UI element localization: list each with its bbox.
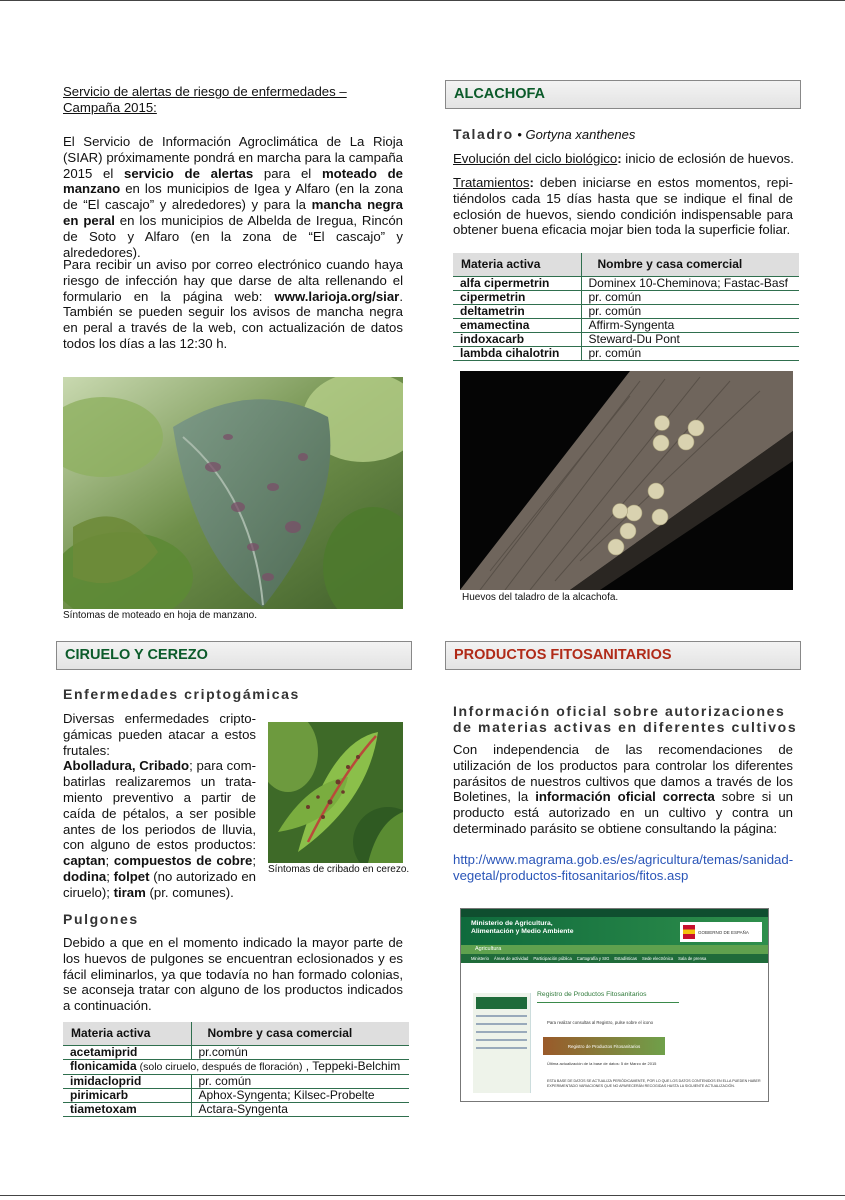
cherry-leaf-caption: Síntomas de cribado en cerezo.	[268, 864, 410, 875]
gov-logo	[680, 922, 762, 942]
active-ingredient: acetamiprid	[63, 1045, 191, 1059]
nav-item[interactable]: Áreas de actividad	[493, 956, 529, 961]
column-header: Materia activa	[63, 1022, 191, 1045]
text-run: El Servicio de Información Agroclimática de La Rioja (SIAR) próximamente pondrá en marcha para la campaña 2015 el	[63, 134, 403, 181]
nav-item[interactable]: Cartografía y SIG	[576, 956, 610, 961]
apple-leaf-photo	[63, 377, 403, 609]
text-run: (pr. comunes).	[145, 884, 234, 900]
site-banner	[461, 917, 768, 945]
text-run: ;	[252, 853, 256, 869]
product-name: pr.común	[191, 1045, 409, 1059]
site-sidebar	[473, 993, 531, 1093]
active-ingredient: pirimicarb	[63, 1088, 191, 1102]
active-ingredient: alfa cipermetrin	[453, 276, 581, 290]
alert-title: Servicio de alertas de riesgo de enfermedades – Campaña 2015:	[63, 84, 347, 115]
text-run: ; para combatirlas realizaremos un tratamiento preventivo a partir de caída de pétalos, a ser posible antes de los periodos de lluvia, con alguno de estos productos:	[63, 758, 256, 853]
tratamientos-paragraph	[453, 175, 793, 238]
website-screenshot	[460, 908, 769, 1102]
taladro-heading	[453, 126, 635, 142]
nav-item[interactable]: Participación pública	[533, 956, 572, 961]
pulgones-paragraph: Debido a que en el momento indicado la mayor parte de los huevos de pulgones se encuentran eclosionados y es fácil eliminarlos, ya que todavía no han formado colonias, se aconseja tratar con alguno de los productos indicados a continuación.	[63, 935, 403, 1014]
text-run: Con independencia de las recomendaciones de utilización de los productos para controlar los diferentes parásitos de nuestros cultivos que damos a través de los Boletines, la	[453, 742, 793, 805]
section-header-productos: PRODUCTOS FITOSANITARIOS	[445, 641, 801, 670]
bullet: •	[513, 127, 526, 142]
active-ingredient: deltametrin	[453, 304, 581, 318]
table-row	[63, 1088, 409, 1102]
table-row	[63, 1059, 409, 1074]
table-row	[453, 276, 799, 290]
colon: :	[617, 151, 622, 166]
active-ingredient: lambda cihalotrin	[453, 346, 581, 360]
active-ingredient: flonicamida	[70, 1058, 137, 1073]
product-name: Actara-Syngenta	[191, 1102, 409, 1116]
product-name: pr. común	[581, 346, 799, 360]
apple-leaf-caption: Síntomas de moteado en hoja de manzano.	[63, 610, 258, 621]
eggs-caption: Huevos del taladro de la alcachofa.	[462, 592, 619, 603]
usage-note: (solo ciruelo, después de floración)	[136, 1060, 303, 1073]
tratamientos-text: deben iniciarse en estos momentos, repitiéndolos cada 15 días hasta que se indique el final de eclosión de huevos, siendo condición indispensable para obtener buena eficacia mojar bien toda la superficie foliar.	[453, 175, 793, 238]
ministry-name: Ministerio de Agricultura, Alimentación y Medio Ambiente	[471, 920, 574, 935]
table-row	[453, 290, 799, 304]
info-paragraph	[453, 742, 793, 837]
active-ingredient: imidacloprid	[63, 1074, 191, 1088]
product-name: pr. común	[581, 290, 799, 304]
table-row	[453, 318, 799, 332]
active-ingredient: indoxacarb	[453, 332, 581, 346]
text-run: . También se pueden seguir los avisos de mancha negra en peral a través de la web, con actualización de datos todos los días a las 12:30 h.	[63, 288, 403, 351]
column-header: Nombre y casa comercial	[581, 253, 799, 276]
text-run: en los municipios de Igea y Alfaro (en la zona de “El cascajo” y alrededores) y para la	[63, 181, 403, 213]
product-name: Aphox-Syngenta; Kilsec-Probelte	[191, 1088, 409, 1102]
enfermedades-paragraph	[63, 711, 256, 901]
bottom-rule	[0, 1195, 845, 1196]
bold-text-run: www.larioja.org/siar	[274, 288, 400, 304]
top-rule	[0, 0, 845, 1]
product-name: Steward-Du Pont	[581, 332, 799, 346]
table-header-row	[453, 253, 799, 276]
notice-text: ESTA BASE DE DATOS SE ACTUALIZA PERIÓDICAMENTE, POR LO QUE LOS DATOS CONTENIDOS EN ELLA PUEDEN HABER EXPERIMENTADO VARIACIONES QUE NO APARECERÁN RECOGIDAS HASTA LA SIGUIENTE ACTUALIZACIÓN.	[547, 1079, 761, 1088]
pest-name: Taladro	[453, 126, 514, 142]
bold-text-run: captan	[63, 853, 106, 869]
nav-item[interactable]: Sede electrónica	[641, 956, 674, 961]
colon: :	[529, 175, 534, 190]
artichoke-products-table	[453, 253, 799, 361]
merged-cell	[63, 1059, 409, 1074]
aphid-products-table	[63, 1022, 409, 1117]
gov-label: GOBIERNO DE ESPAÑA	[698, 929, 749, 935]
bold-text-run: tiram	[113, 884, 146, 900]
alert-paragraph-2	[63, 257, 403, 352]
evolucion-text: inicio de eclosión de huevos.	[621, 151, 794, 166]
column-header: Nombre y casa comercial	[191, 1022, 409, 1045]
bold-text-run: dodina	[63, 868, 107, 884]
agri-bar: Agricultura	[461, 945, 768, 954]
cherry-leaf-photo	[268, 722, 403, 863]
text-run: sobre si un producto está autorizado en un cultivo y contra un determinado parásito se obtiene consultando la página:	[453, 789, 793, 836]
product-name: Affirm-Syngenta	[581, 318, 799, 332]
text-run: en los municipios de Albelda de Iregua, Rincón de Soto y Alfaro (en la zona de “El cascajo” y alrededores).	[63, 212, 403, 260]
bold-text-run: servicio de alertas	[124, 165, 254, 181]
text-run: ;	[105, 853, 114, 869]
table-row	[453, 346, 799, 360]
text-run: Diversas enfermedades criptogámicas pueden atacar a estos frutales:	[63, 711, 256, 758]
nav-item[interactable]: Ministerio	[471, 956, 489, 961]
column-header: Materia activa	[453, 253, 581, 276]
product-name: pr. común	[581, 304, 799, 318]
bold-text-run: compuestos de cobre	[113, 853, 253, 869]
nav-item[interactable]: Estadísticas	[614, 956, 637, 961]
evolucion-line	[453, 151, 801, 167]
active-ingredient: tiametoxam	[63, 1102, 191, 1116]
table-row	[63, 1102, 409, 1116]
alert-paragraph-1	[63, 134, 403, 260]
bold-text-run: información oficial correcta	[535, 789, 715, 805]
tratamientos-label: Tratamientos	[453, 175, 530, 190]
text-run: para el	[253, 165, 322, 181]
magrama-link[interactable]: http://www.magrama.gob.es/es/agricultura/temas/sanidad-vegetal/productos-fitosanitarios/fitos.asp	[453, 852, 794, 883]
active-ingredient: emamectina	[453, 318, 581, 332]
flag-icon	[683, 925, 695, 939]
bold-text-run: mancha negra en peral	[63, 197, 403, 228]
text-run: Para recibir un aviso por correo electrónico cuando haya riesgo de infección hay que darse de alta rellenando el formulario en la página web:	[63, 257, 403, 304]
artichoke-borer-eggs-photo	[460, 371, 793, 590]
table-row	[453, 332, 799, 346]
bold-text-run: folpet	[113, 868, 150, 884]
evolucion-label: Evolución del ciclo biológico	[453, 151, 618, 166]
text-run: (no autorizado en ciruelo);	[63, 868, 257, 900]
table-row	[63, 1045, 409, 1059]
enfermedades-heading: Enfermedades criptogámicas	[63, 686, 300, 702]
bold-text-run: moteado de manzano	[63, 165, 403, 197]
site-nav	[461, 954, 768, 963]
section-header-alcachofa: ALCACHOFA	[445, 80, 801, 109]
product-name: , Teppeki-Belchim	[302, 1058, 401, 1073]
intro-text: Para realizar consultas al Registro, pulse sobre el icono	[547, 1020, 654, 1025]
registro-title: Registro de Productos Fitosanitarios	[537, 991, 679, 1003]
pulgones-heading: Pulgones	[63, 911, 139, 927]
table-row	[453, 304, 799, 318]
product-name: pr. común	[191, 1074, 409, 1088]
update-text: Última actualización de la base de datos: 5 de Marzo de 2015	[547, 1061, 657, 1066]
bold-text-run: Abolladura, Cribado	[63, 758, 190, 774]
nav-item[interactable]: Sala de prensa	[678, 956, 707, 961]
text-run: ;	[106, 868, 114, 884]
table-header-row	[63, 1022, 409, 1045]
product-name: Dominex 10-Cheminova; Fastac-Basf	[581, 276, 799, 290]
species-name: Gortyna xanthenes	[525, 127, 636, 142]
active-ingredient: cipermetrin	[453, 290, 581, 304]
registro-button[interactable]: Registro de Productos Fitosanitarios	[543, 1037, 665, 1055]
section-header-ciruelo: CIRUELO Y CEREZO	[56, 641, 412, 670]
table-row	[63, 1074, 409, 1088]
info-heading: Información oficial sobre autorizaciones de materias activas en diferentes cultivos	[453, 703, 798, 735]
